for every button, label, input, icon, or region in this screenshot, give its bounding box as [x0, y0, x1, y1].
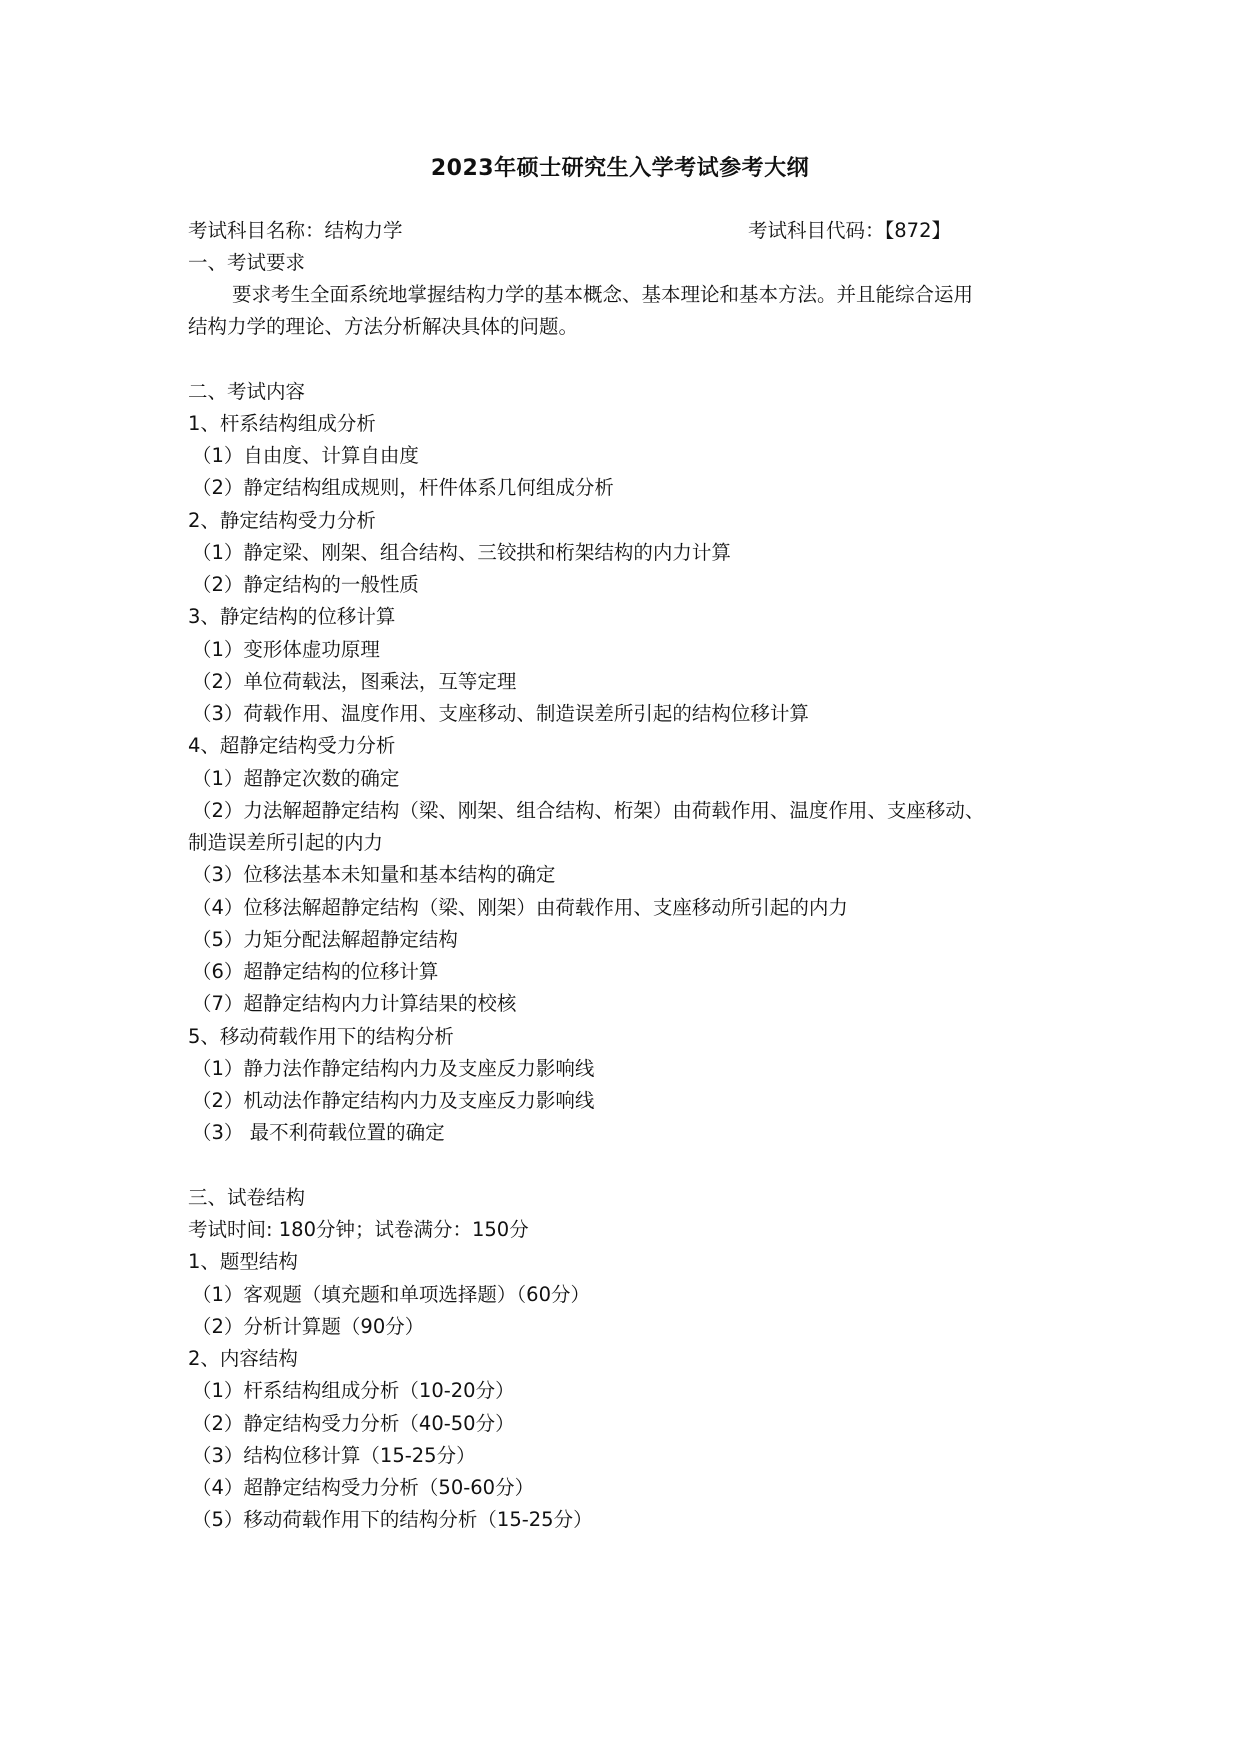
structure-item: （5）移动荷载作用下的结构分析（15-25分）	[192, 1508, 593, 1531]
structure-topic-1: 1、题型结构	[188, 1250, 298, 1273]
content-item-continuation: 制造误差所引起的内力	[188, 831, 384, 854]
content-item: （4）位移法解超静定结构（梁、刚架）由荷载作用、支座移动所引起的内力	[192, 896, 848, 919]
subject-code: 考试科目代码：【872】	[748, 219, 951, 242]
content-topic-1: 1、杆系结构组成分析	[188, 412, 376, 435]
content-item: （5）力矩分配法解超静定结构	[192, 928, 458, 951]
content-topic-4: 4、超静定结构受力分析	[188, 734, 396, 757]
content-item: （2）机动法作静定结构内力及支座反力影响线	[192, 1089, 595, 1112]
structure-item: （4）超静定结构受力分析（50-60分）	[192, 1476, 535, 1499]
subject-name: 考试科目名称：结构力学	[188, 219, 403, 242]
section-1-paragraph-line-2: 结构力学的理论、方法分析解决具体的问题。	[188, 315, 579, 338]
content-item: （7）超静定结构内力计算结果的校核	[192, 992, 517, 1015]
content-item: （2）静定结构的一般性质	[192, 573, 419, 596]
structure-item: （1）杆系结构组成分析（10-20分）	[192, 1379, 515, 1402]
content-topic-3: 3、静定结构的位移计算	[188, 605, 396, 628]
content-item: （3） 最不利荷载位置的确定	[192, 1121, 445, 1144]
content-topic-5: 5、移动荷载作用下的结构分析	[188, 1025, 454, 1048]
content-item: （1）超静定次数的确定	[192, 767, 400, 790]
structure-item: （2）分析计算题（90分）	[192, 1315, 425, 1338]
content-item: （1）自由度、计算自由度	[192, 444, 419, 467]
content-item: （3）荷载作用、温度作用、支座移动、制造误差所引起的结构位移计算	[192, 702, 809, 725]
structure-item: （2）静定结构受力分析（40-50分）	[192, 1412, 515, 1435]
content-item: （1）静定梁、刚架、组合结构、三铰拱和桁架结构的内力计算	[192, 541, 731, 564]
content-item: （6）超静定结构的位移计算	[192, 960, 439, 983]
section-1-heading: 一、考试要求	[188, 251, 306, 274]
content-item: （2）力法解超静定结构（梁、刚架、组合结构、桁架）由荷载作用、温度作用、支座移动、	[192, 799, 985, 822]
content-item: （1）变形体虚功原理	[192, 638, 380, 661]
content-topic-2: 2、静定结构受力分析	[188, 509, 376, 532]
page-title: 2023年硕士研究生入学考试参考大纲	[430, 156, 810, 181]
section-2-heading: 二、考试内容	[188, 380, 306, 403]
content-item: （3）位移法基本未知量和基本结构的确定	[192, 863, 556, 886]
content-item: （2）单位荷载法，图乘法，互等定理	[192, 670, 517, 693]
section-3-heading: 三、试卷结构	[188, 1186, 306, 1209]
section-1-paragraph-line-1: 要求考生全面系统地掌握结构力学的基本概念、基本理论和基本方法。并且能综合运用	[232, 283, 974, 306]
structure-item: （1）客观题（填充题和单项选择题）（60分）	[192, 1283, 590, 1306]
content-item: （2）静定结构组成规则，杆件体系几何组成分析	[192, 476, 614, 499]
structure-item: （3）结构位移计算（15-25分）	[192, 1444, 476, 1467]
structure-topic-2: 2、内容结构	[188, 1347, 298, 1370]
exam-time-score: 考试时间: 180分钟；试卷满分：150分	[188, 1218, 529, 1241]
content-item: （1）静力法作静定结构内力及支座反力影响线	[192, 1057, 595, 1080]
